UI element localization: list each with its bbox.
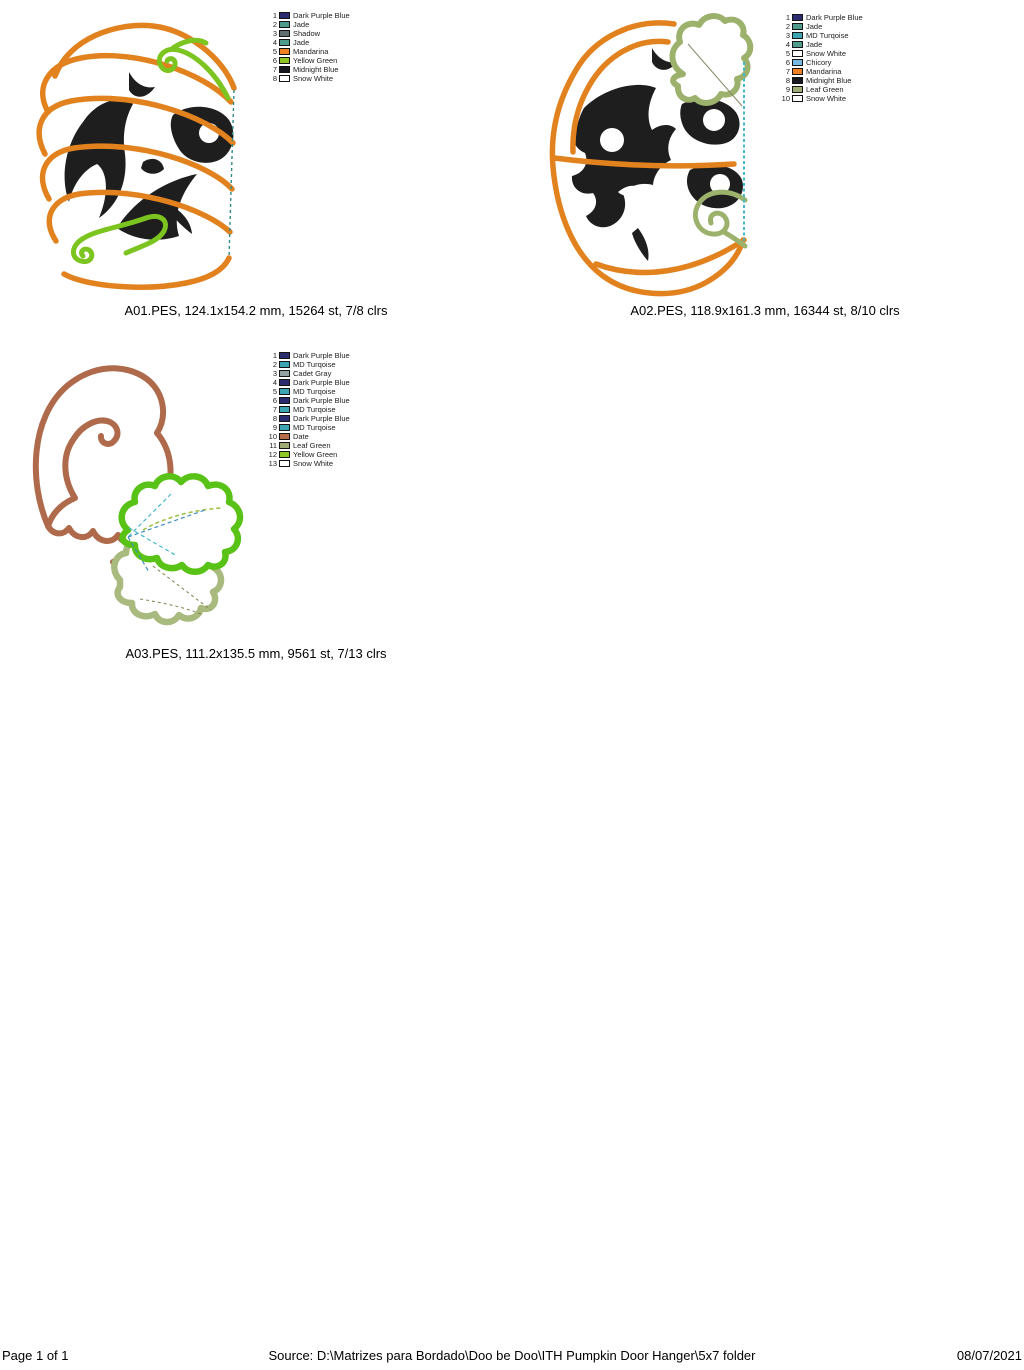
thread-color-swatch	[279, 370, 290, 377]
thread-name: Yellow Green	[293, 56, 338, 65]
thread-number: 4	[272, 378, 277, 387]
thread-color-swatch	[792, 41, 803, 48]
thread-row	[265, 351, 350, 360]
thread-number: 13	[268, 459, 277, 468]
thread-name: Snow White	[293, 74, 334, 83]
thread-row	[265, 378, 350, 387]
thread-name: Snow White	[806, 94, 847, 103]
thread-number: 5	[272, 47, 277, 56]
thread-color-swatch	[279, 424, 290, 431]
thread-color-swatch	[792, 77, 803, 84]
thread-number: 6	[272, 396, 277, 405]
thread-row	[265, 405, 350, 414]
thread-row	[778, 67, 863, 76]
design-caption-a01: A01.PES, 124.1x154.2 mm, 15264 st, 7/8 clrs	[124, 303, 388, 318]
thread-name: Snow White	[293, 459, 334, 468]
thread-row	[265, 29, 350, 38]
thread-row	[265, 459, 350, 468]
thread-color-swatch	[279, 433, 290, 440]
thread-name: Dark Purple Blue	[293, 11, 350, 20]
thread-color-swatch	[792, 86, 803, 93]
thread-number: 3	[272, 29, 277, 38]
thread-row	[778, 40, 863, 49]
thread-color-swatch	[279, 352, 290, 359]
thread-number: 3	[785, 31, 790, 40]
thread-name: Jade	[293, 20, 310, 29]
thread-number: 10	[781, 94, 790, 103]
thread-number: 2	[272, 360, 277, 369]
thread-name: MD Turqoise	[293, 405, 336, 414]
thread-name: MD Turqoise	[293, 360, 336, 369]
thread-row	[265, 38, 350, 47]
thread-row	[265, 11, 350, 20]
thread-number: 5	[785, 49, 790, 58]
thread-legend-a03	[265, 351, 350, 468]
thread-name: Dark Purple Blue	[293, 414, 350, 423]
thread-name: Leaf Green	[806, 85, 844, 94]
thread-name: MD Turqoise	[293, 423, 336, 432]
thread-row	[265, 65, 350, 74]
thread-name: Jade	[293, 38, 310, 47]
thread-color-swatch	[279, 361, 290, 368]
thread-color-swatch	[792, 14, 803, 21]
thread-legend-a02	[778, 13, 863, 103]
thread-row	[778, 13, 863, 22]
thread-number: 7	[272, 65, 277, 74]
thread-number: 5	[272, 387, 277, 396]
oak-leaf	[672, 16, 750, 106]
thread-number: 7	[785, 67, 790, 76]
thread-number: 7	[272, 405, 277, 414]
thread-name: Cadet Gray	[293, 369, 332, 378]
thread-color-swatch	[279, 21, 290, 28]
thread-color-swatch	[279, 12, 290, 19]
source-path-label: Source: D:\Matrizes para Bordado\Doo be Doo\ITH Pumpkin Door Hanger\5x7 folder	[268, 1348, 756, 1363]
thread-row	[778, 94, 863, 103]
thread-color-swatch	[279, 57, 290, 64]
thread-color-swatch	[279, 379, 290, 386]
thread-number: 11	[269, 441, 277, 450]
thread-name: Shadow	[293, 29, 321, 38]
thread-color-swatch	[279, 75, 290, 82]
thread-number: 1	[272, 351, 277, 360]
thread-row	[265, 56, 350, 65]
thread-number: 6	[785, 58, 790, 67]
thread-name: Dark Purple Blue	[293, 378, 350, 387]
thread-row	[778, 49, 863, 58]
thread-row	[265, 450, 350, 459]
thread-number: 8	[785, 76, 790, 85]
oak-leaf-bright	[122, 476, 240, 571]
thread-name: MD Turqoise	[806, 31, 849, 40]
thread-row	[265, 387, 350, 396]
design-a01-preview	[25, 12, 255, 297]
page-number-label: Page 1 of 1	[2, 1348, 69, 1363]
thread-name: Yellow Green	[293, 450, 338, 459]
thread-color-swatch	[792, 23, 803, 30]
thread-name: Chicory	[806, 58, 832, 67]
thread-color-swatch	[279, 30, 290, 37]
thread-color-swatch	[279, 451, 290, 458]
thread-name: Dark Purple Blue	[806, 13, 863, 22]
thread-number: 8	[272, 74, 277, 83]
thread-row	[265, 396, 350, 405]
thread-row	[265, 360, 350, 369]
thread-color-swatch	[279, 397, 290, 404]
thread-number: 9	[785, 85, 790, 94]
thread-color-swatch	[792, 32, 803, 39]
thread-number: 6	[272, 56, 277, 65]
thread-row	[778, 22, 863, 31]
thread-number: 1	[272, 11, 277, 20]
thread-name: Mandarina	[806, 67, 842, 76]
design-caption-a03: A03.PES, 111.2x135.5 mm, 9561 st, 7/13 clrs	[125, 646, 387, 661]
thread-row	[778, 58, 863, 67]
thread-color-swatch	[279, 39, 290, 46]
design-a02-preview	[540, 12, 775, 302]
thread-number: 8	[272, 414, 277, 423]
thread-row	[265, 47, 350, 56]
thread-color-swatch	[279, 442, 290, 449]
thread-name: Date	[293, 432, 309, 441]
thread-row	[265, 432, 350, 441]
thread-color-swatch	[279, 460, 290, 467]
thread-color-swatch	[279, 388, 290, 395]
thread-row	[265, 74, 350, 83]
thread-row	[265, 414, 350, 423]
date-label: 08/07/2021	[956, 1348, 1022, 1363]
thread-row	[265, 441, 350, 450]
thread-number: 4	[785, 40, 790, 49]
thread-color-swatch	[279, 415, 290, 422]
thread-number: 2	[272, 20, 277, 29]
thread-color-swatch	[792, 59, 803, 66]
thread-row	[778, 85, 863, 94]
thread-name: Mandarina	[293, 47, 329, 56]
thread-name: Dark Purple Blue	[293, 351, 350, 360]
thread-name: Jade	[806, 22, 823, 31]
design-caption-a02: A02.PES, 118.9x161.3 mm, 16344 st, 8/10 clrs	[630, 303, 900, 318]
thread-legend-a01	[265, 11, 350, 83]
thread-number: 1	[785, 13, 790, 22]
design-a03-preview	[25, 358, 255, 643]
thread-number: 2	[785, 22, 790, 31]
thread-row	[778, 76, 863, 85]
thread-row	[265, 20, 350, 29]
thread-name: Snow White	[806, 49, 847, 58]
thread-number: 12	[268, 450, 277, 459]
thread-name: Midnight Blue	[293, 65, 339, 74]
thread-name: MD Turqoise	[293, 387, 336, 396]
thread-row	[778, 31, 863, 40]
thread-name: Midnight Blue	[806, 76, 852, 85]
thread-number: 9	[272, 423, 277, 432]
thread-number: 4	[272, 38, 277, 47]
thread-color-swatch	[792, 68, 803, 75]
thread-number: 3	[272, 369, 277, 378]
thread-color-swatch	[279, 406, 290, 413]
thread-name: Dark Purple Blue	[293, 396, 350, 405]
thread-row	[265, 423, 350, 432]
thread-color-swatch	[792, 95, 803, 102]
thread-name: Jade	[806, 40, 823, 49]
thread-name: Leaf Green	[293, 441, 331, 450]
thread-color-swatch	[792, 50, 803, 57]
thread-color-swatch	[279, 66, 290, 73]
thread-number: 10	[268, 432, 277, 441]
thread-row	[265, 369, 350, 378]
thread-color-swatch	[279, 48, 290, 55]
